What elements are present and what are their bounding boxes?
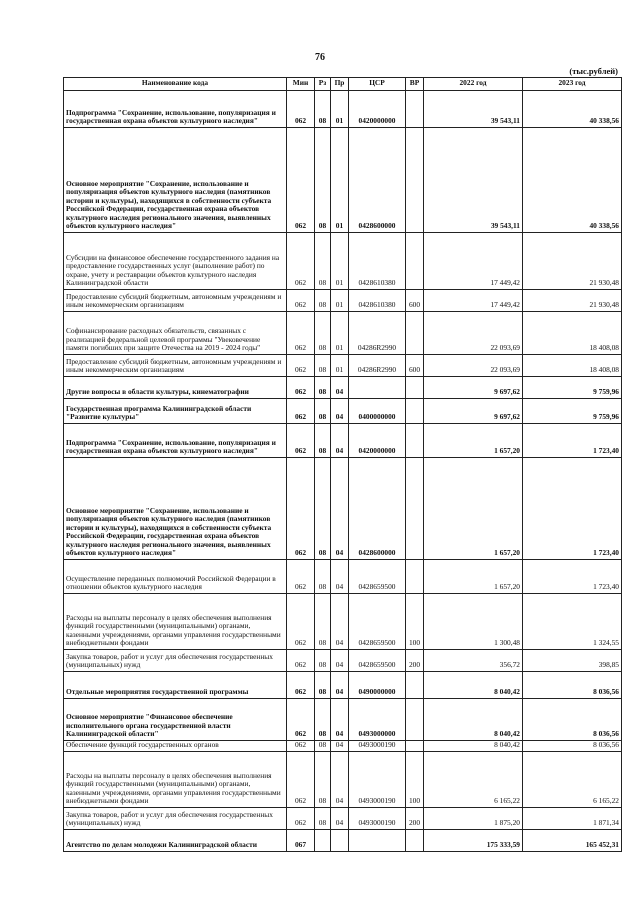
cell-vr: 100: [406, 752, 424, 808]
cell-vr: [406, 399, 424, 424]
cell-2023: 398,85: [523, 650, 622, 672]
table-row: [64, 355, 622, 377]
header-csr: ЦСР: [349, 78, 406, 91]
cell-csr: 0428659500: [349, 560, 406, 594]
header-name: Наименование кода: [64, 78, 287, 91]
cell-min: 062: [287, 560, 315, 594]
cell-csr: [349, 830, 406, 852]
cell-2023: 8 036,56: [523, 741, 622, 752]
table-row: [64, 458, 622, 560]
cell-name: Закупка товаров, работ и услуг для обеспечения государственных (муниципальных) нужд: [64, 650, 287, 672]
cell-2022: 39 543,11: [424, 91, 523, 128]
table-row: [64, 399, 622, 424]
table-row: [64, 741, 622, 752]
cell-2023: 18 408,08: [523, 312, 622, 355]
table-row: [64, 312, 622, 355]
budget-table: [63, 77, 622, 852]
cell-pr: [331, 830, 349, 852]
cell-min: 062: [287, 458, 315, 560]
cell-2022: 39 543,11: [424, 128, 523, 233]
table-row: [64, 377, 622, 399]
cell-2022: 1 657,20: [424, 424, 523, 458]
cell-name: Государственная программа Калининградской области "Развитие культуры": [64, 399, 287, 424]
cell-rz: 08: [315, 752, 331, 808]
cell-pr: 04: [331, 699, 349, 741]
cell-2022: 9 697,62: [424, 377, 523, 399]
cell-pr: 04: [331, 458, 349, 560]
cell-name: Агентство по делам молодежи Калининградской области: [64, 830, 287, 852]
cell-rz: 08: [315, 672, 331, 699]
table-row: [64, 699, 622, 741]
cell-rz: 08: [315, 312, 331, 355]
cell-2022: 8 040,42: [424, 699, 523, 741]
cell-name: Подпрограмма "Сохранение, использование, популяризация и государственная охрана объектов культурного наследия": [64, 424, 287, 458]
cell-csr: 0493000190: [349, 741, 406, 752]
table-row: [64, 672, 622, 699]
cell-min: 062: [287, 91, 315, 128]
cell-name: Софинансирование расходных обязательств, связанных с реализацией федеральной целевой программы "Увековечение памяти погибших при защите Отечества на 2019 - 2024 годы": [64, 312, 287, 355]
cell-min: 062: [287, 233, 315, 290]
cell-vr: [406, 830, 424, 852]
cell-csr: 0420000000: [349, 91, 406, 128]
table-header-row: [64, 78, 622, 91]
cell-rz: 08: [315, 699, 331, 741]
cell-2022: 175 333,59: [424, 830, 523, 852]
cell-vr: [406, 560, 424, 594]
cell-pr: 01: [331, 355, 349, 377]
cell-min: 062: [287, 424, 315, 458]
cell-csr: 0428610380: [349, 290, 406, 312]
cell-csr: 0493000190: [349, 808, 406, 830]
cell-min: 062: [287, 699, 315, 741]
table-row: [64, 91, 622, 128]
cell-vr: 200: [406, 650, 424, 672]
cell-rz: [315, 830, 331, 852]
table-row: [64, 594, 622, 650]
cell-pr: 04: [331, 399, 349, 424]
cell-rz: 08: [315, 741, 331, 752]
cell-rz: 08: [315, 355, 331, 377]
table-row: [64, 233, 622, 290]
cell-min: 062: [287, 128, 315, 233]
header-vr: ВР: [406, 78, 424, 91]
cell-min: 062: [287, 752, 315, 808]
cell-csr: 0493000190: [349, 752, 406, 808]
cell-csr: 04286R2990: [349, 355, 406, 377]
cell-pr: 04: [331, 377, 349, 399]
cell-2022: 356,72: [424, 650, 523, 672]
cell-2023: 1 723,40: [523, 458, 622, 560]
cell-pr: 04: [331, 741, 349, 752]
cell-pr: 04: [331, 560, 349, 594]
cell-min: 062: [287, 672, 315, 699]
cell-min: 062: [287, 650, 315, 672]
cell-2022: 8 040,42: [424, 741, 523, 752]
cell-2023: 8 036,56: [523, 672, 622, 699]
cell-pr: 04: [331, 752, 349, 808]
cell-min: 062: [287, 741, 315, 752]
table-row: [64, 830, 622, 852]
cell-min: 067: [287, 830, 315, 852]
cell-2023: 1 324,55: [523, 594, 622, 650]
cell-2022: 6 165,22: [424, 752, 523, 808]
cell-vr: [406, 91, 424, 128]
cell-2022: 17 449,42: [424, 233, 523, 290]
cell-name: Основное мероприятие "Сохранение, использование и популяризация объектов культурного наследия (памятников истории и культуры), находящихся в собственности субъекта Российской Федерации, государственная охрана объектов культурного наследия регионального значения, выявленных объектов культурного наследия": [64, 128, 287, 233]
units-label: (тыс.рублей): [569, 66, 618, 76]
cell-csr: 0400000000: [349, 399, 406, 424]
cell-vr: [406, 424, 424, 458]
cell-2023: 21 930,48: [523, 233, 622, 290]
cell-min: 062: [287, 399, 315, 424]
cell-vr: [406, 128, 424, 233]
header-2023: 2023 год: [523, 78, 622, 91]
cell-pr: 01: [331, 290, 349, 312]
cell-name: Обеспечение функций государственных органов: [64, 741, 287, 752]
cell-2023: 40 338,56: [523, 91, 622, 128]
cell-csr: 0428600000: [349, 458, 406, 560]
cell-min: 062: [287, 594, 315, 650]
cell-vr: 100: [406, 594, 424, 650]
cell-vr: 600: [406, 355, 424, 377]
header-rz: Рз: [315, 78, 331, 91]
cell-csr: 0428610380: [349, 233, 406, 290]
cell-pr: 04: [331, 808, 349, 830]
cell-vr: [406, 233, 424, 290]
cell-pr: 04: [331, 594, 349, 650]
cell-rz: 08: [315, 128, 331, 233]
cell-2022: 1 300,48: [424, 594, 523, 650]
cell-name: Субсидии на финансовое обеспечение государственного задания на предоставление государственных услуг (выполнение работ) по охране, учету и реставрации объектов культурного наследия Калининградской области: [64, 233, 287, 290]
cell-2023: 165 452,31: [523, 830, 622, 852]
cell-vr: [406, 312, 424, 355]
cell-2023: 40 338,56: [523, 128, 622, 233]
cell-rz: 08: [315, 650, 331, 672]
header-pr: Пр: [331, 78, 349, 91]
cell-vr: [406, 699, 424, 741]
header-min: Мин: [287, 78, 315, 91]
cell-rz: 08: [315, 399, 331, 424]
cell-2022: 22 093,69: [424, 312, 523, 355]
cell-2022: 1 657,20: [424, 560, 523, 594]
cell-pr: 01: [331, 312, 349, 355]
cell-csr: 0428600000: [349, 128, 406, 233]
cell-name: Основное мероприятие "Сохранение, использование и популяризация объектов культурного наследия (памятников истории и культуры), находящихся в собственности субъекта Российской Федерации, государственная охрана объектов культурного наследия регионального значения, выявленных объектов культурного наследия": [64, 458, 287, 560]
table-row: [64, 808, 622, 830]
cell-name: Другие вопросы в области культуры, кинематографии: [64, 377, 287, 399]
cell-pr: 01: [331, 233, 349, 290]
cell-vr: [406, 458, 424, 560]
header-2022: 2022 год: [424, 78, 523, 91]
cell-vr: 600: [406, 290, 424, 312]
cell-name: Отдельные мероприятия государственной программы: [64, 672, 287, 699]
cell-2022: 1 657,20: [424, 458, 523, 560]
table-row: [64, 752, 622, 808]
cell-rz: 08: [315, 424, 331, 458]
cell-csr: 0428659500: [349, 650, 406, 672]
cell-2023: 1 723,40: [523, 560, 622, 594]
cell-rz: 08: [315, 290, 331, 312]
cell-csr: 0493000000: [349, 699, 406, 741]
cell-2023: 9 759,96: [523, 399, 622, 424]
cell-rz: 08: [315, 377, 331, 399]
cell-2023: 8 036,56: [523, 699, 622, 741]
cell-min: 062: [287, 355, 315, 377]
cell-2022: 8 040,42: [424, 672, 523, 699]
cell-name: Предоставление субсидий бюджетным, автономным учреждениям и иным некоммерческим организациям: [64, 355, 287, 377]
cell-pr: 01: [331, 128, 349, 233]
cell-rz: 08: [315, 808, 331, 830]
cell-csr: 04286R2990: [349, 312, 406, 355]
cell-2023: 1 871,34: [523, 808, 622, 830]
cell-rz: 08: [315, 594, 331, 650]
cell-2023: 21 930,48: [523, 290, 622, 312]
table-row: [64, 290, 622, 312]
cell-pr: 01: [331, 91, 349, 128]
cell-name: Закупка товаров, работ и услуг для обеспечения государственных (муниципальных) нужд: [64, 808, 287, 830]
cell-2022: 1 875,20: [424, 808, 523, 830]
cell-2023: 18 408,08: [523, 355, 622, 377]
cell-rz: 08: [315, 560, 331, 594]
table-row: [64, 424, 622, 458]
cell-vr: [406, 377, 424, 399]
table-row: [64, 560, 622, 594]
table-row: [64, 650, 622, 672]
cell-rz: 08: [315, 458, 331, 560]
cell-csr: 0490000000: [349, 672, 406, 699]
cell-name: Осуществление переданных полномочий Российской Федерации в отношении объектов культурного наследия: [64, 560, 287, 594]
cell-2023: 1 723,40: [523, 424, 622, 458]
cell-pr: 04: [331, 424, 349, 458]
cell-min: 062: [287, 377, 315, 399]
cell-2023: 6 165,22: [523, 752, 622, 808]
cell-2022: 17 449,42: [424, 290, 523, 312]
cell-name: Основное мероприятие "Финансовое обеспечение исполнительного органа государственной власти Калининградской области": [64, 699, 287, 741]
cell-vr: [406, 672, 424, 699]
cell-rz: 08: [315, 91, 331, 128]
cell-pr: 04: [331, 650, 349, 672]
cell-name: Расходы на выплаты персоналу в целях обеспечения выполнения функций государственными (муниципальными) органами, казенными учреждениями, органами управления государственными внебюджетными фондами: [64, 752, 287, 808]
cell-name: Предоставление субсидий бюджетным, автономным учреждениям и иным некоммерческим организациям: [64, 290, 287, 312]
cell-name: Расходы на выплаты персоналу в целях обеспечения выполнения функций государственными (муниципальными) органами, казенными учреждениями, органами управления государственными внебюджетными фондами: [64, 594, 287, 650]
cell-min: 062: [287, 808, 315, 830]
cell-pr: 04: [331, 672, 349, 699]
cell-min: 062: [287, 312, 315, 355]
cell-csr: 0420000000: [349, 424, 406, 458]
cell-rz: 08: [315, 233, 331, 290]
cell-vr: [406, 741, 424, 752]
page-number: 76: [315, 52, 325, 63]
table-row: [64, 128, 622, 233]
cell-csr: 0428659500: [349, 594, 406, 650]
cell-vr: 200: [406, 808, 424, 830]
cell-2022: 22 093,69: [424, 355, 523, 377]
cell-min: 062: [287, 290, 315, 312]
cell-csr: [349, 377, 406, 399]
cell-2023: 9 759,96: [523, 377, 622, 399]
cell-name: Подпрограмма "Сохранение, использование, популяризация и государственная охрана объектов культурного наследия": [64, 91, 287, 128]
cell-2022: 9 697,62: [424, 399, 523, 424]
